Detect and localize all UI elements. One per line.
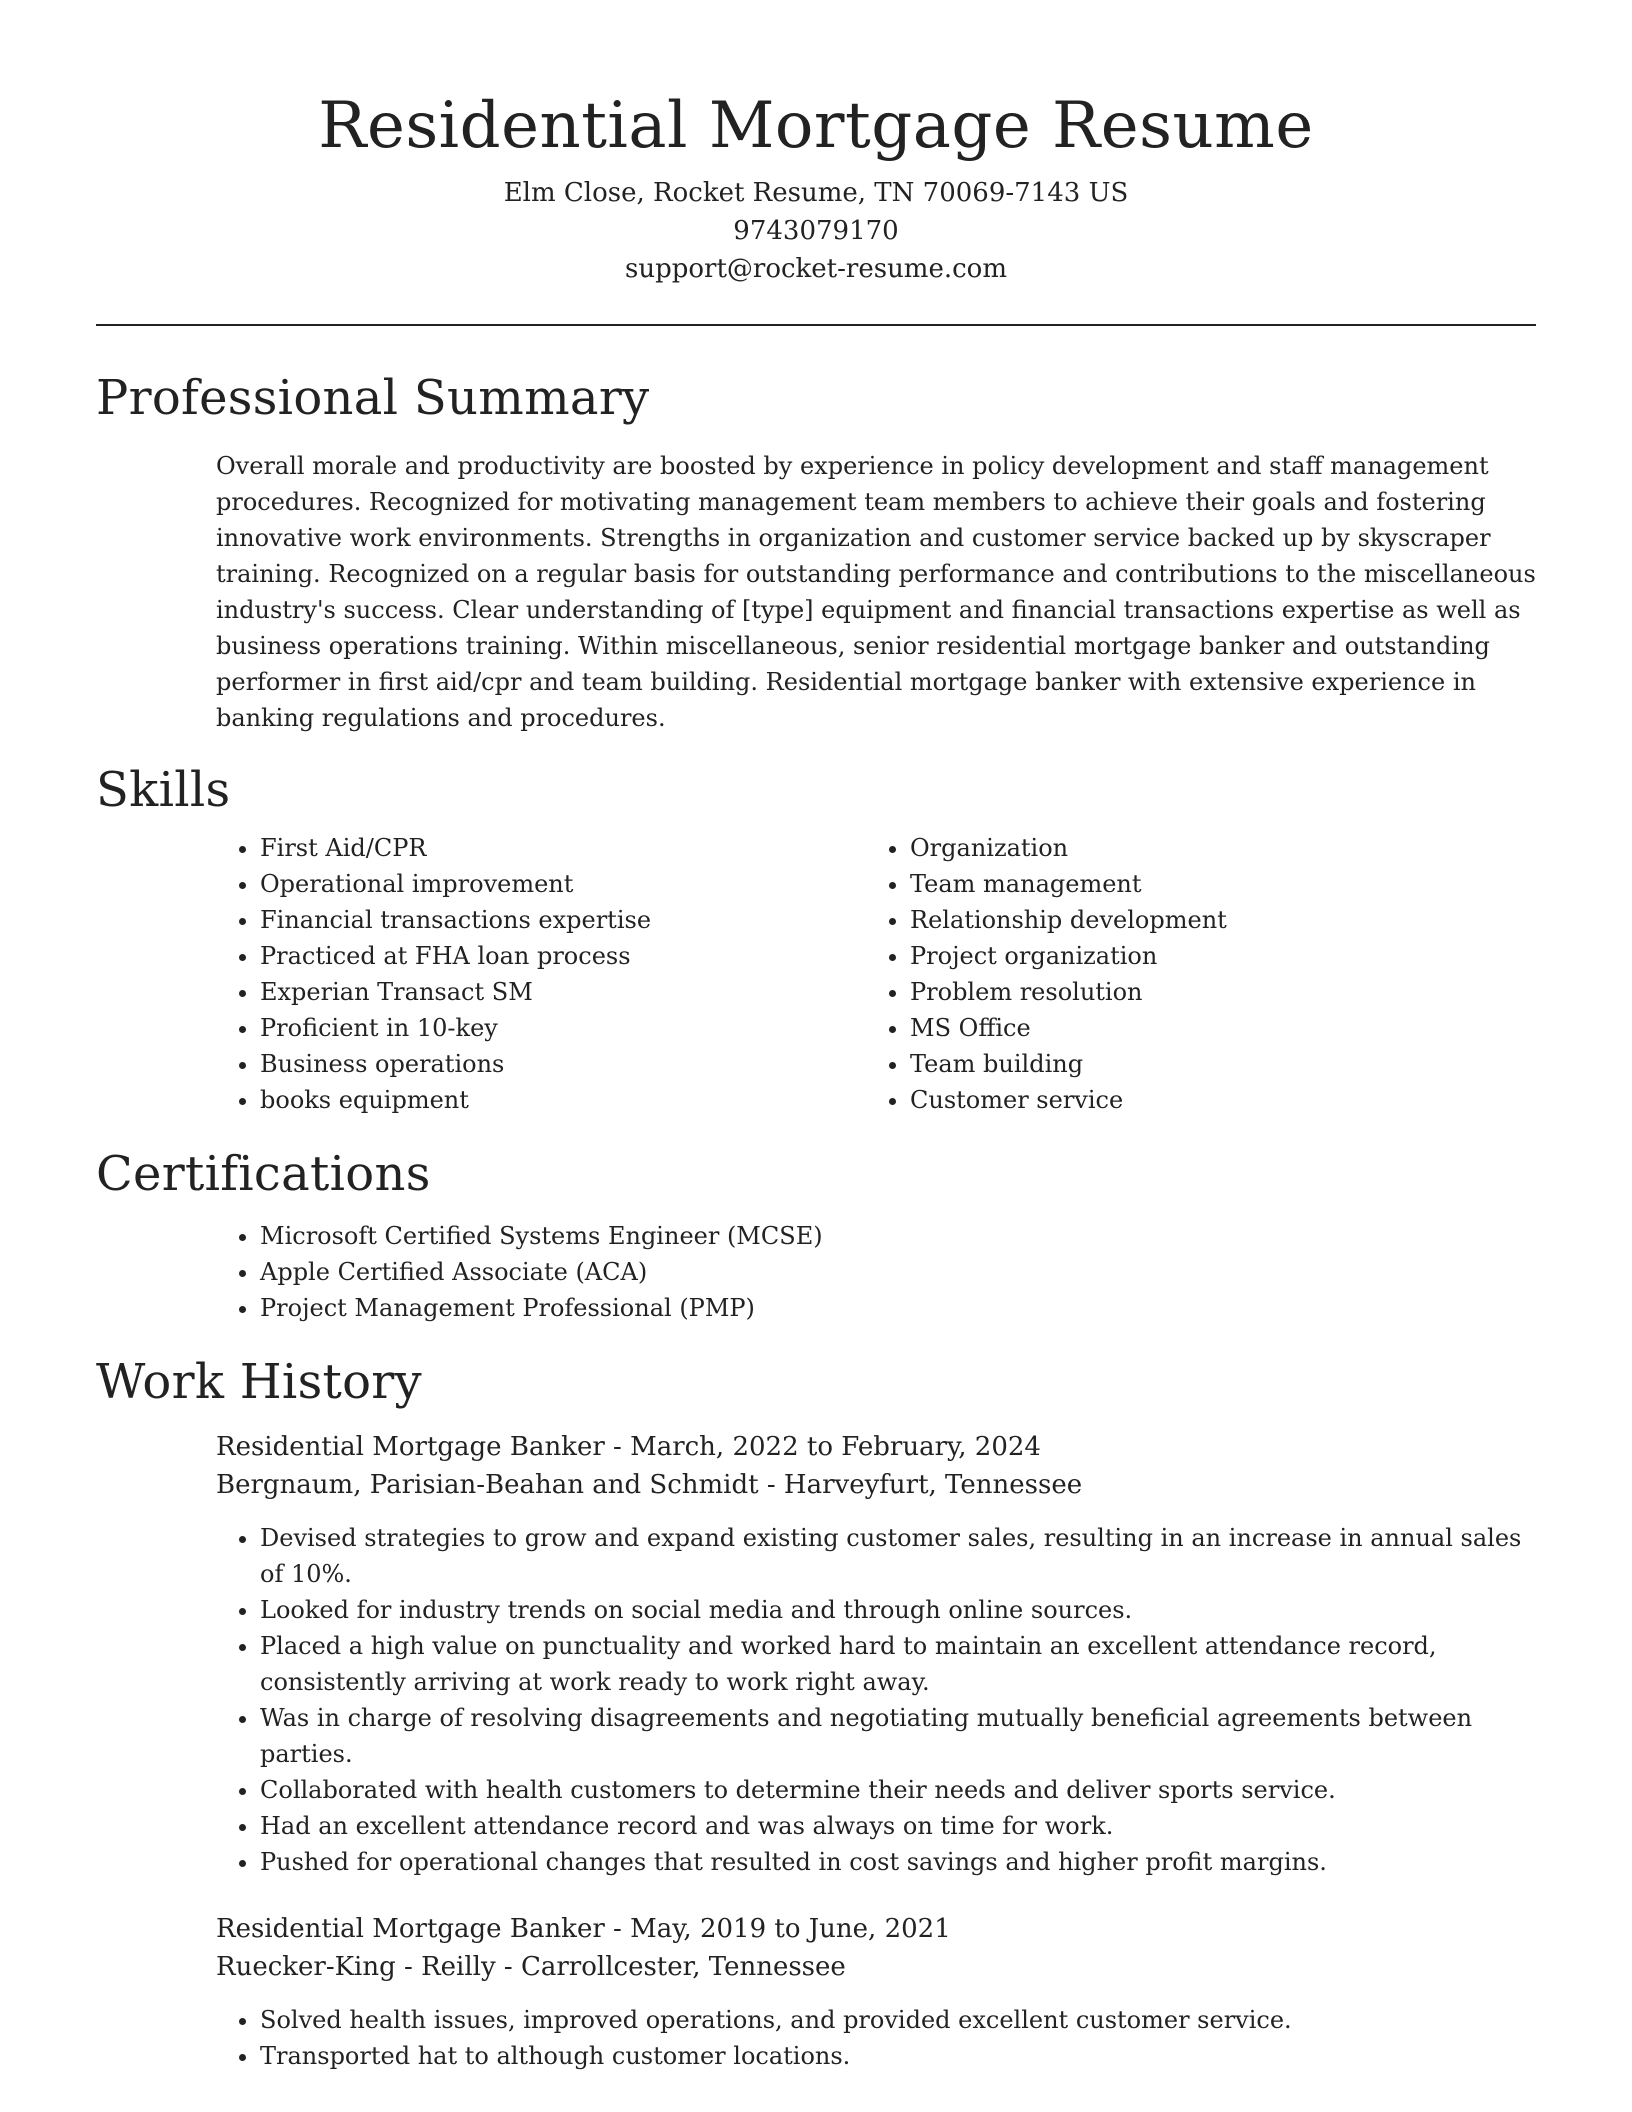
resume-page — [96, 0, 1536, 2074]
job-bullet: • Was in charge of resolving disagreements and negotiating mutually beneficial agreements between parties. — [260, 1700, 1536, 1772]
certifications-heading: Certifications — [96, 1146, 431, 1202]
work-history-heading: Work History — [96, 1354, 422, 1410]
skill-item: • Business operations — [260, 1046, 910, 1082]
job-bullet: • Collaborated with health customers to determine their needs and deliver sports service. — [260, 1772, 1536, 1808]
skill-item: • Problem resolution — [910, 974, 1227, 1010]
skill-item: • Proficient in 10-key — [260, 1010, 910, 1046]
certification-item: • Apple Certified Associate (ACA) — [260, 1254, 1536, 1290]
summary-heading: Professional Summary — [96, 370, 650, 426]
job-bullet: • Placed a high value on punctuality and worked hard to maintain an excellent attendance record, consistently arriving at work ready to work right away. — [260, 1628, 1536, 1700]
skill-item: • Practiced at FHA loan process — [260, 938, 910, 974]
skill-item: • books equipment — [260, 1082, 910, 1118]
job-bullet: • Had an excellent attendance record and was always on time for work. — [260, 1808, 1536, 1844]
contact-block — [96, 174, 1536, 288]
skill-item: • MS Office — [910, 1010, 1227, 1046]
skills-heading: Skills — [96, 762, 231, 818]
job-bullet: • Pushed for operational changes that resulted in cost savings and higher profit margins. — [260, 1844, 1536, 1880]
skills-list-right — [910, 830, 1227, 1118]
skill-item: • Customer service — [910, 1082, 1227, 1118]
job-bullet: • Solved health issues, improved operations, and provided excellent customer service. — [260, 2002, 1536, 2038]
skill-item: • Experian Transact SM — [260, 974, 910, 1010]
skill-item: • Relationship development — [910, 902, 1227, 938]
job-bullet: • Devised strategies to grow and expand existing customer sales, resulting in an increase in annual sales of 10%. — [260, 1520, 1536, 1592]
contact-email: support@rocket-resume.com — [624, 254, 1007, 284]
certifications-list — [260, 1218, 1536, 1326]
skill-item: • Financial transactions expertise — [260, 902, 910, 938]
skill-item: • Team building — [910, 1046, 1227, 1082]
job-company-line: Bergnaum, Parisian-Beahan and Schmidt - Harveyfurt, Tennessee — [216, 1470, 1083, 1500]
job-bullets — [260, 2002, 1536, 2074]
job-entry — [216, 1428, 1536, 1880]
skills-columns — [96, 830, 1536, 1118]
job-title-line: Residential Mortgage Banker - May, 2019 to June, 2021 — [216, 1914, 951, 1944]
skill-item: • Operational improvement — [260, 866, 910, 902]
job-bullet: • Looked for industry trends on social media and through online sources. — [260, 1592, 1536, 1628]
certification-item: • Microsoft Certified Systems Engineer (MCSE) — [260, 1218, 1536, 1254]
job-title-line: Residential Mortgage Banker - March, 2022 to February, 2024 — [216, 1432, 1041, 1462]
contact-address: Elm Close, Rocket Resume, TN 70069-7143 US — [503, 178, 1129, 208]
contact-phone: 9743079170 — [733, 216, 899, 246]
job-bullets — [260, 1520, 1536, 1880]
summary-text: Overall morale and productivity are boosted by experience in policy development and staff management procedures. Recognized for motivating management team members to achieve their goals and fostering innovative work environments. Strengths in organization and customer service backed up by skyscraper training. Recognized on a regular basis for outstanding performance and contributions to the miscellaneous industry's success. Clear understanding of [type] equipment and financial transactions expertise as well as business operations training. Within miscellaneous, senior residential mortgage banker and outstanding performer in first aid/cpr and team building. Residential mortgage banker with extensive experience in banking regulations and procedures. — [216, 452, 1536, 732]
resume-title: Residential Mortgage Resume — [318, 89, 1314, 163]
job-entry — [216, 1910, 1536, 2074]
certification-item: • Project Management Professional (PMP) — [260, 1290, 1536, 1326]
skill-item: • First Aid/CPR — [260, 830, 910, 866]
job-bullet: • Transported hat to although customer locations. — [260, 2038, 1536, 2074]
header-divider — [96, 324, 1536, 326]
skills-list-left — [260, 830, 910, 1118]
skill-item: • Project organization — [910, 938, 1227, 974]
job-company-line: Ruecker-King - Reilly - Carrollcester, Tennessee — [216, 1952, 846, 1982]
skill-item: • Organization — [910, 830, 1227, 866]
skill-item: • Team management — [910, 866, 1227, 902]
